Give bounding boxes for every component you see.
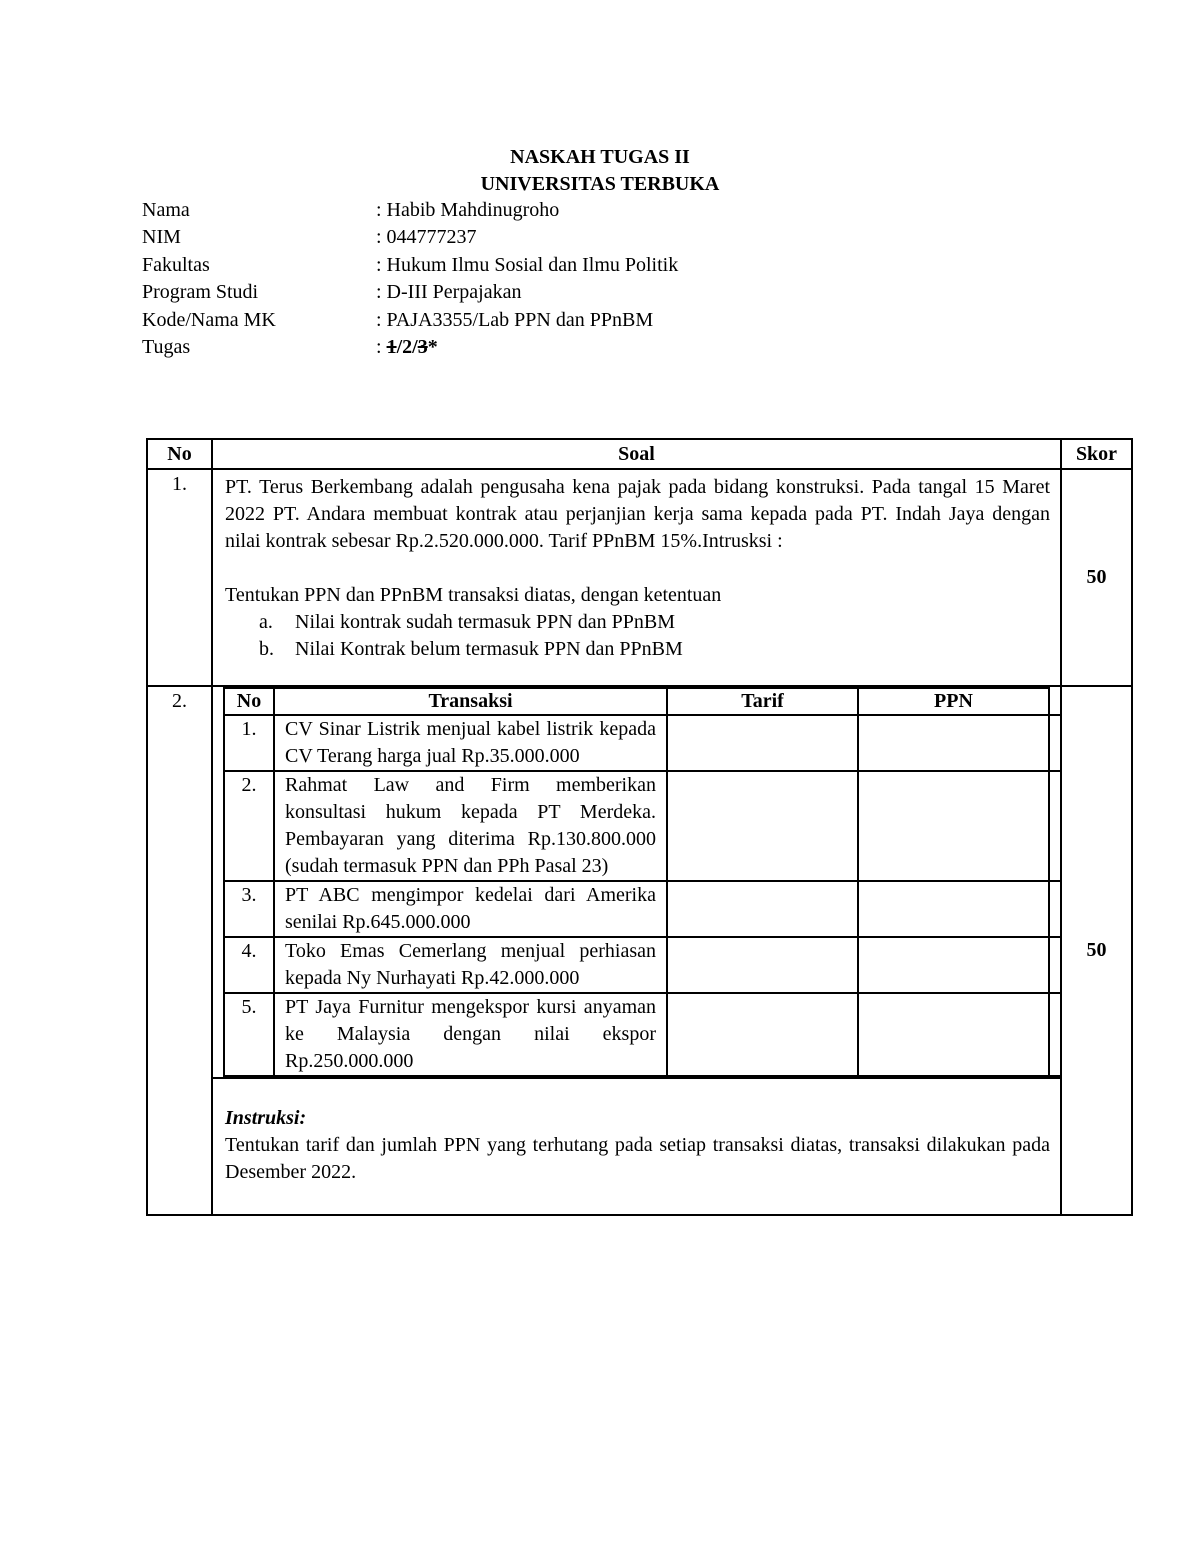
tugas-struck-1: 1	[386, 335, 397, 358]
tugas-prefix: :	[376, 335, 387, 358]
student-info	[142, 197, 678, 361]
info-row-fakultas	[142, 252, 678, 279]
info-label: Program Studi	[142, 281, 259, 304]
info-row-kode-mk	[142, 307, 678, 334]
info-row-tugas	[142, 334, 678, 361]
option-text: Nilai Kontrak belum termasuk PPN dan PPnBM	[295, 638, 683, 660]
info-label: Tugas	[142, 335, 191, 358]
transaction-table	[223, 687, 1062, 1077]
option-b	[225, 636, 1050, 663]
header-skor: Skor	[1061, 439, 1132, 469]
ppn-cell	[858, 771, 1049, 881]
header-ppn: PPN	[858, 688, 1049, 715]
tugas-suffix: *	[427, 335, 438, 358]
tarif-cell	[667, 715, 858, 771]
info-value: : D-III Perpajakan	[376, 281, 522, 304]
table-row	[224, 771, 1062, 881]
table-row	[224, 715, 1062, 771]
transaction-description: Toko Emas Cemerlang menjual perhiasan kepada Ny Nurhayati Rp.42.000.000	[274, 937, 667, 993]
header-no: No	[224, 688, 274, 715]
instruction-heading: Instruksi:	[225, 1107, 307, 1129]
info-value: : Habib Mahdinugroho	[376, 199, 560, 221]
tarif-cell	[667, 771, 858, 881]
ppn-cell	[858, 715, 1049, 771]
question-paragraph: PT. Terus Berkembang adalah pengusaha kena pajak pada bidang konstruksi. Pada tangal 15 Maret 2022 PT. Andara membuat kontrak atau perjanjian kerja sama kepada pada PT. Indah Jaya dengan nilai kontrak sebesar Rp.2.520.000.000. Tarif PPnBM 15%.Intrusksi :	[225, 476, 1050, 552]
header-soal: Soal	[212, 439, 1061, 469]
info-value: : PAJA3355/Lab PPN dan PPnBM	[376, 308, 654, 331]
question-row-2	[147, 686, 1132, 1215]
ppn-cell	[858, 881, 1049, 937]
option-letter: b.	[259, 638, 274, 660]
info-row-nim	[142, 224, 678, 251]
transaction-description: Rahmat Law and Firm memberikan konsultasi hukum kepada PT Merdeka. Pembayaran yang diterima Rp.130.800.000 (sudah termasuk PPN dan PPh Pasal 23)	[274, 771, 667, 881]
question-number: 1.	[147, 469, 212, 686]
option-letter: a.	[259, 611, 273, 633]
tugas-struck-2: 3	[417, 335, 428, 358]
info-label: Kode/Nama MK	[142, 308, 276, 331]
info-value: : 044777237	[376, 226, 477, 249]
info-value	[376, 334, 438, 361]
transaction-description: CV Sinar Listrik menjual kabel listrik kepada CV Terang harga jual Rp.35.000.000	[274, 715, 667, 771]
ppn-cell	[858, 993, 1049, 1076]
instruction-text: Tentukan tarif dan jumlah PPN yang terhutang pada setiap transaksi diatas, transaksi dilakukan pada Desember 2022.	[225, 1134, 1050, 1183]
table-header-row	[147, 439, 1132, 469]
question-table	[146, 438, 1133, 1216]
tarif-cell	[667, 937, 858, 993]
transaction-number: 1.	[224, 715, 274, 771]
transaction-description: PT Jaya Furnitur mengekspor kursi anyaman ke Malaysia dengan nilai ekspor Rp.250.000.000	[274, 993, 667, 1076]
info-label: Fakultas	[142, 253, 210, 276]
info-value: : Hukum Ilmu Sosial dan Ilmu Politik	[376, 253, 679, 276]
university-name: UNIVERSITAS TERBUKA	[480, 173, 720, 195]
tugas-mid: /2/	[396, 335, 418, 358]
info-row-program-studi	[142, 279, 678, 306]
instruction-block	[213, 1077, 1060, 1214]
table-row	[224, 937, 1062, 993]
header-no: No	[147, 439, 212, 469]
transaction-header-row	[224, 688, 1062, 715]
info-label: NIM	[142, 226, 181, 249]
header-transaksi: Transaksi	[274, 688, 667, 715]
ppn-cell	[858, 937, 1049, 993]
table-row	[224, 881, 1062, 937]
option-a	[225, 609, 1050, 636]
question-content	[212, 686, 1061, 1215]
question-number: 2.	[147, 686, 212, 1215]
tarif-cell	[667, 993, 858, 1076]
info-row-nama	[142, 197, 678, 224]
transaction-number: 3.	[224, 881, 274, 937]
transaction-number: 5.	[224, 993, 274, 1076]
tarif-cell	[667, 881, 858, 937]
option-text: Nilai kontrak sudah termasuk PPN dan PPnBM	[295, 611, 675, 633]
question-row-1	[147, 469, 1132, 686]
transaction-number: 2.	[224, 771, 274, 881]
question-score: 50	[1061, 686, 1132, 1215]
header-tarif: Tarif	[667, 688, 858, 715]
question-score: 50	[1061, 469, 1132, 686]
info-label: Nama	[142, 199, 190, 221]
document-title: NASKAH TUGAS II	[510, 146, 690, 168]
transaction-number: 4.	[224, 937, 274, 993]
transaction-description: PT ABC mengimpor kedelai dari Amerika senilai Rp.645.000.000	[274, 881, 667, 937]
table-row	[224, 993, 1062, 1076]
question-content	[212, 469, 1061, 686]
question-instruction: Tentukan PPN dan PPnBM transaksi diatas, dengan ketentuan	[225, 584, 722, 606]
